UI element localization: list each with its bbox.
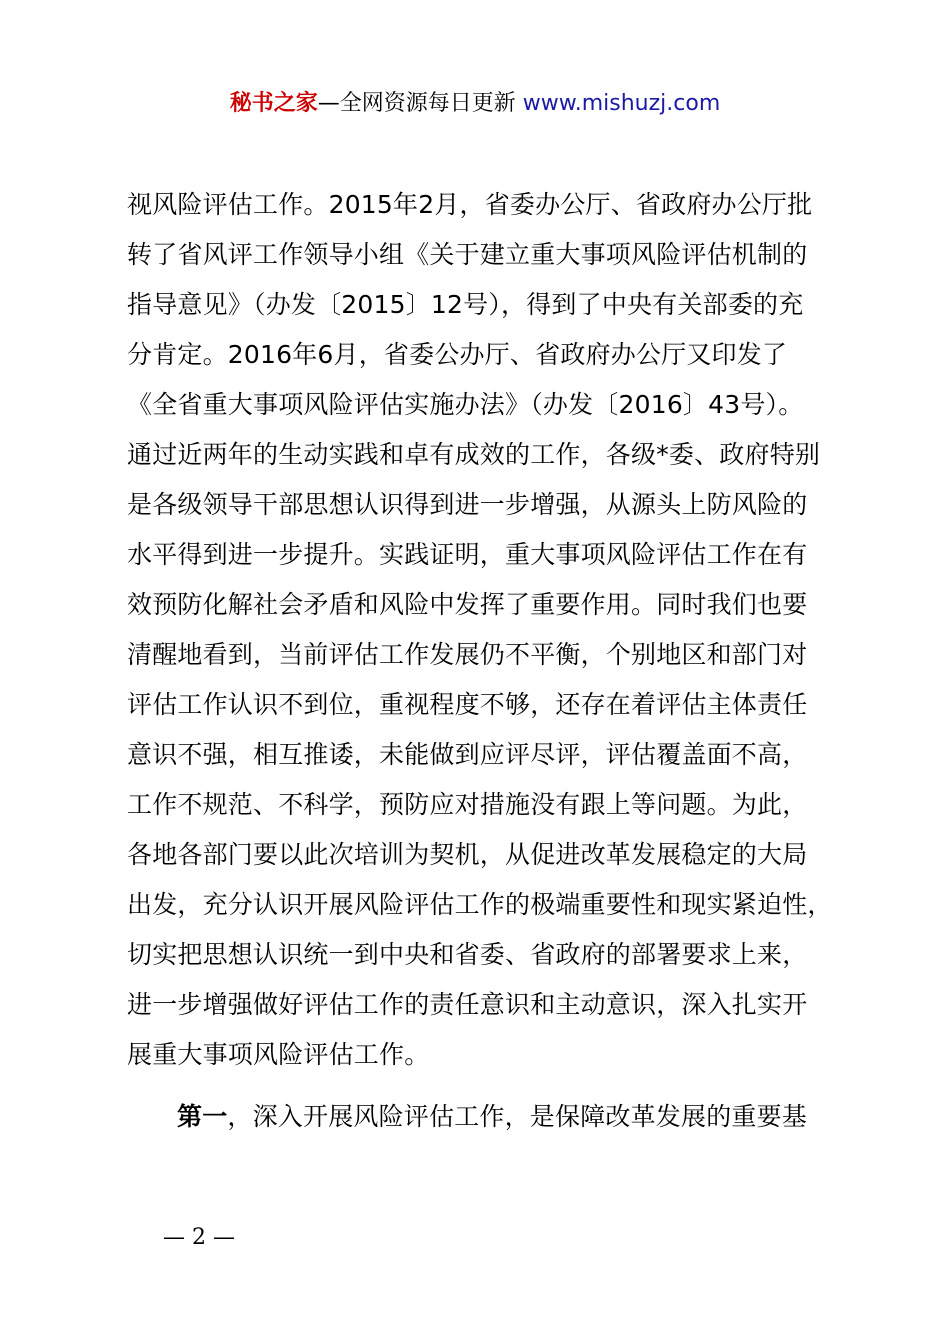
text-line: 进一步增强做好评估工作的责任意识和主动意识，深入扎实开: [127, 990, 808, 1019]
text-line: 出发，充分认识开展风险评估工作的极端重要性和现实紧迫性，: [127, 890, 833, 919]
text-line: 工作不规范、不科学，预防应对措施没有跟上等问题。为此，: [127, 790, 808, 819]
text-line: 《全省重大事项风险评估实施办法》（办发〔2016〕43号）。: [127, 390, 804, 419]
text-line: 是各级领导干部思想认识得到进一步增强，从源头上防风险的: [127, 490, 808, 519]
text-line: 意识不强，相互推诿，未能做到应评尽评，评估覆盖面不高，: [127, 740, 808, 769]
paragraph-start-line: [127, 1092, 847, 1142]
paragraph-text: ，深入开展风险评估工作，是保障改革发展的重要基: [227, 1102, 808, 1131]
text-line: 指导意见》（办发〔2015〕12号），得到了中央有关部委的充: [127, 290, 804, 319]
text-line: 水平得到进一步提升。实践证明，重大事项风险评估工作在有: [127, 540, 808, 569]
page-number: — 2 —: [163, 1225, 235, 1250]
text-line: 转了省风评工作领导小组《关于建立重大事项风险评估机制的: [127, 240, 808, 269]
text-line: 分肯定。2016年6月，省委公办厅、省政府办公厅又印发了: [127, 340, 788, 369]
paragraph-gap: [127, 1080, 847, 1092]
text-line: 清醒地看到，当前评估工作发展仍不平衡，个别地区和部门对: [127, 640, 808, 669]
header-tagline: —全网资源每日更新: [317, 91, 523, 116]
document-body: [127, 180, 847, 1142]
text-line: 切实把思想认识统一到中央和省委、省政府的部署要求上来，: [127, 940, 808, 969]
text-line: 展重大事项风险评估工作。: [127, 1040, 430, 1069]
text-line: 评估工作认识不到位，重视程度不够，还存在着评估主体责任: [127, 690, 808, 719]
text-line: 视风险评估工作。2015年2月，省委办公厅、省政府办公厅批: [127, 190, 813, 219]
brand-name: 秘书之家: [229, 91, 318, 116]
site-url-link[interactable]: www.mishuzj.com: [522, 91, 721, 116]
text-line: 通过近两年的生动实践和卓有成效的工作，各级*委、政府特别: [127, 440, 821, 469]
page-header: [0, 88, 950, 120]
text-line: 效预防化解社会矛盾和风险中发挥了重要作用。同时我们也要: [127, 590, 808, 619]
paragraph-lead: 第一: [177, 1102, 228, 1131]
text-line: 各地各部门要以此次培训为契机，从促进改革发展稳定的大局: [127, 840, 808, 869]
